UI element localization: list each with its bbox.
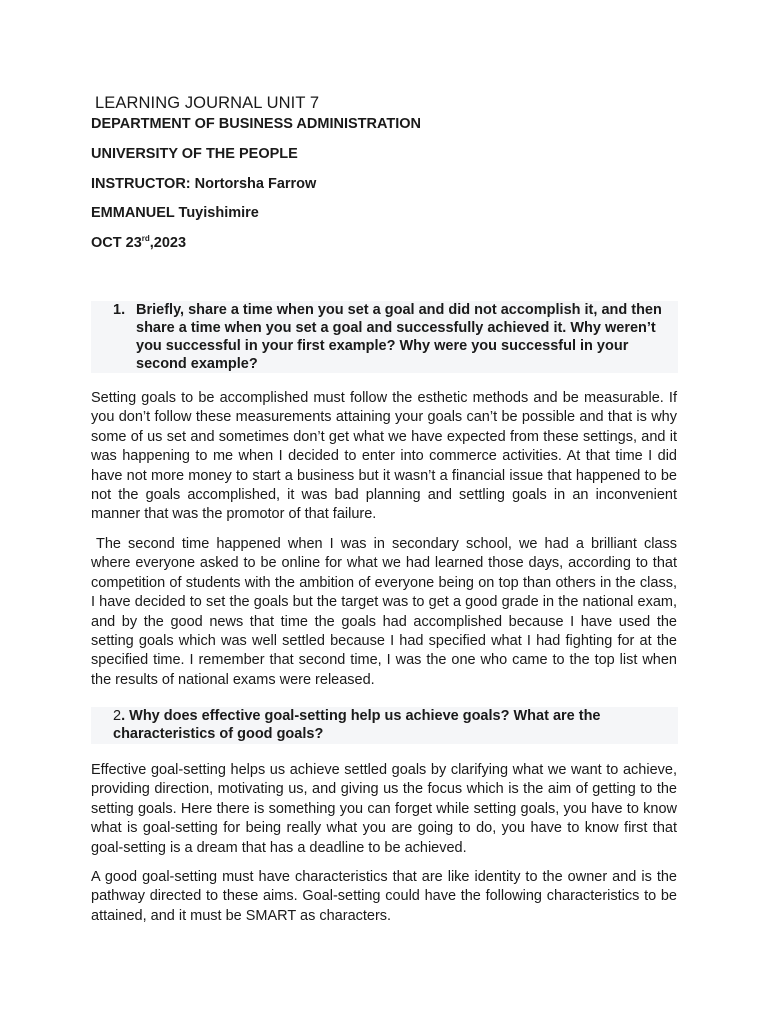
answer-1-paragraph-2: The second time happened when I was in secondary school, we had a brilliant class where everyone asked to be online for what we had learned those days, according to that competition of students with the ambition of everyone being on top than others in the class, I have decided to set the goals but the target was to get a good grade in the national exam, and by the good news that time the goals had accomplished because I have used the setting goals which was well settled because I had specified what I had fighting for at the specified time. I remember that second time, I was the one who came to the top list when the results of national exams were released.: [91, 536, 677, 688]
question-1-block: [91, 301, 678, 373]
answer-1-paragraph-1: Setting goals to be accomplished must follow the esthetic methods and be measurable. If you don’t follow these measurements attaining your goals can’t be possible and that is why some of us set and sometimes don’t get what we have expected from these settings, and it was happening to me when I decided to enter into commerce activities. At that time I did have not more money to start a business but it wasn’t a financial issue that happened to be not the goals accomplished, it was bad planning and settling goals in an inconvenient manner that was the promotor of that failure.: [91, 390, 677, 523]
question-2-text: [113, 707, 673, 743]
question-2-block: [91, 707, 678, 744]
question-2-number: 2: [113, 708, 122, 724]
date-prefix: OCT 23: [91, 235, 142, 251]
question-1-number: 1.: [113, 302, 126, 318]
date-superscript: rd: [141, 234, 150, 244]
date-line: [91, 235, 186, 251]
answer-2-paragraph-1: Effective goal-setting helps us achieve settled goals by clarifying what we want to achieve, providing direction, motivating us, and giving us the focus which is the aim of getting to the setting goals. Here there is something you can forget while setting goals, you have to know what is goal-setting for being really what you are going to do, you have to know first that goal-setting is a dream that has a deadline to be achieved.: [91, 762, 677, 856]
author-line: EMMANUEL Tuyishimire: [91, 205, 259, 221]
answer-2-paragraph-2: A good goal-setting must have characteristics that are like identity to the owner and is the pathway directed to these aims. Goal-setting could have the following characteristics to be attained, and it must be SMART as characters.: [91, 869, 677, 924]
date-suffix: ,2023: [149, 235, 187, 251]
instructor-line: INSTRUCTOR: Nortorsha Farrow: [91, 176, 317, 192]
question-2-body: . Why does effective goal-setting help us achieve goals? What are the characteristics of good goals?: [113, 708, 601, 742]
department-line: DEPARTMENT OF BUSINESS ADMINISTRATION: [91, 116, 422, 132]
document-title: LEARNING JOURNAL UNIT 7: [95, 94, 320, 112]
university-line: UNIVERSITY OF THE PEOPLE: [91, 146, 298, 162]
question-1-text: Briefly, share a time when you set a goal and did not accomplish it, and then share a time when you set a goal and successfully achieved it. Why weren’t you successful in your first example? Why were you successful in your second example?: [136, 302, 662, 372]
